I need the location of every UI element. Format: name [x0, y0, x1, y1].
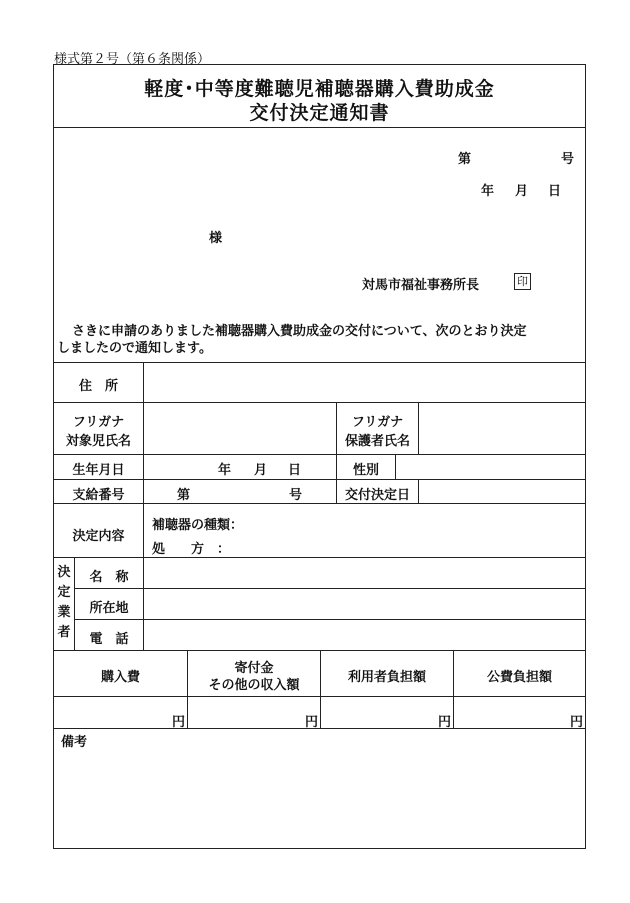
- vendor-phone-field[interactable]: [145, 621, 584, 649]
- col-line: [418, 402, 419, 454]
- child-furigana-label: フリガナ: [72, 415, 125, 430]
- col-line: [418, 479, 419, 503]
- address-label: 住 所: [78, 379, 118, 394]
- form-title-line2: 交付決定通知書: [249, 102, 390, 124]
- row-line: [53, 728, 586, 729]
- issuer-name: 対馬市福祉事務所長: [362, 278, 480, 293]
- donation-header-line1: 寄付金: [234, 661, 274, 676]
- remarks-label: 備考: [61, 735, 88, 750]
- row-line: [74, 588, 586, 589]
- date-month: 月: [515, 184, 529, 199]
- row-line: [53, 454, 586, 455]
- guardian-name-label: 保護者氏名: [344, 434, 410, 449]
- col-line: [395, 454, 396, 479]
- col-line: [320, 650, 321, 728]
- decision-date-field[interactable]: [420, 481, 584, 502]
- public-burden-yen: 円: [570, 715, 584, 730]
- address-field[interactable]: [145, 364, 584, 401]
- row-line: [53, 503, 586, 504]
- remarks-field[interactable]: [55, 750, 584, 846]
- vendor-group-label: 決定業者: [57, 565, 71, 640]
- birth-month: 月: [254, 463, 268, 478]
- notice-body-line2: しましたので通知します。: [57, 341, 212, 356]
- number-go: 号: [561, 152, 575, 167]
- vendor-address-label: 所在地: [89, 601, 129, 616]
- addressee-sama: 様: [209, 231, 223, 246]
- donation-header-line2: その他の収入額: [208, 678, 300, 693]
- date-day: 日: [548, 184, 562, 199]
- col-line: [453, 650, 454, 728]
- guardian-name-field[interactable]: [420, 404, 584, 453]
- number-dai: 第: [458, 152, 472, 167]
- payment-go: 号: [289, 488, 303, 503]
- user-burden-yen: 円: [438, 715, 452, 730]
- form-label: 様式第２号（第６条関係）: [54, 52, 211, 67]
- hearing-aid-type-label: 補聴器の種類：: [152, 518, 244, 533]
- purchase-yen: 円: [172, 715, 186, 730]
- purchase-cost-header: 購入費: [100, 670, 140, 685]
- child-name-label: 対象児氏名: [65, 434, 131, 449]
- title-divider: [53, 127, 586, 128]
- decision-date-label: 交付決定日: [344, 488, 410, 503]
- donation-yen: 円: [305, 715, 319, 730]
- user-burden-header: 利用者負担額: [347, 670, 426, 685]
- gender-field[interactable]: [397, 456, 584, 478]
- payment-dai: 第: [177, 488, 191, 503]
- birth-year: 年: [218, 463, 232, 478]
- row-line: [53, 402, 586, 403]
- vendor-name-field[interactable]: [145, 559, 584, 587]
- form-title-line1: 軽度･中等度難聴児補聴器購入費助成金: [144, 78, 495, 100]
- gender-label: 性別: [352, 463, 379, 478]
- decision-content-label: 決定内容: [72, 529, 125, 544]
- prescription-label: 処 方 ：: [152, 542, 231, 557]
- vendor-phone-label: 電 話: [89, 632, 129, 647]
- date-year: 年: [481, 184, 495, 199]
- col-line: [143, 362, 144, 650]
- guardian-furigana-label: フリガナ: [351, 415, 404, 430]
- payment-number-label: 支給番号: [72, 488, 125, 503]
- row-line: [74, 619, 586, 620]
- row-line: [53, 557, 586, 558]
- row-line: [53, 362, 586, 363]
- vendor-name-label: 名 称: [89, 570, 129, 585]
- seal-stamp: 印: [514, 273, 531, 290]
- vendor-address-field[interactable]: [145, 590, 584, 618]
- birth-day: 日: [288, 463, 302, 478]
- birthdate-label: 生年月日: [72, 463, 125, 478]
- public-burden-header: 公費負担額: [486, 670, 552, 685]
- child-name-field[interactable]: [145, 404, 335, 453]
- row-line: [53, 479, 586, 480]
- notice-body-line1: さきに申請のありました補聴器購入費助成金の交付について、次のとおり決定: [72, 324, 527, 339]
